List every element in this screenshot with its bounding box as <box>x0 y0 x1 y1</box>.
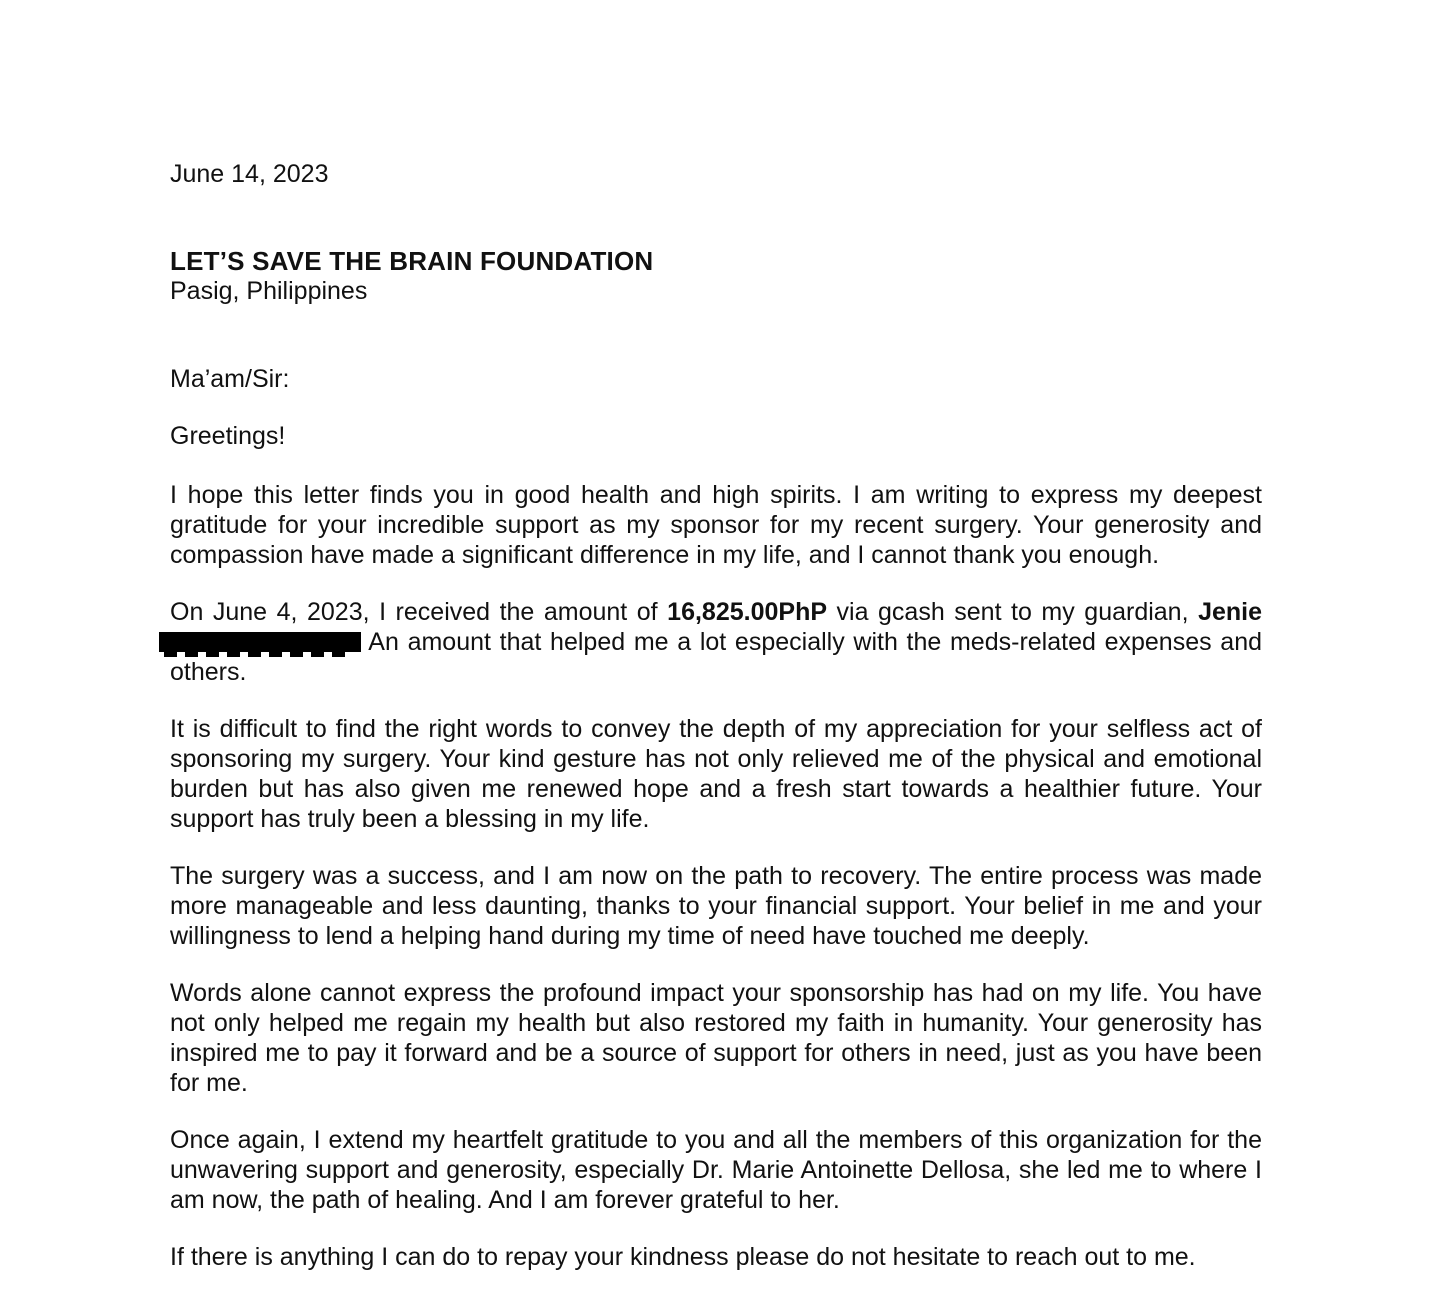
paragraph-recovery: The surgery was a success, and I am now on the path to recovery. The entire process was made more manageable and less daunting, thanks to your financial support. Your belief in me and your willingness to lend a helping hand during my time of need have touched me deeply. <box>170 862 1262 950</box>
amount-value: 16,825.00PhP <box>667 598 828 626</box>
amount-text-lead: On June 4, 2023, I received the amount of <box>170 598 668 626</box>
paragraph-closing-line: If there is anything I can do to repay your kindness please do not hesitate to reach out to me. <box>170 1243 1196 1271</box>
greeting: Greetings! <box>170 422 286 450</box>
paragraph-appreciation: It is difficult to find the right words to convey the depth of my appreciation for your selfless act of sponsoring my surgery. Your kind gesture has not only relieved me of the physical and emotional burden but has also given me renewed hope and a fresh start towards a healthier future. Your support has truly been a blessing in my life. <box>170 715 1262 833</box>
recipient-organization: LET’S SAVE THE BRAIN FOUNDATION <box>170 246 654 276</box>
letter-date: June 14, 2023 <box>170 160 329 188</box>
salutation: Ma’am/Sir: <box>170 365 290 393</box>
paragraph-thanks: Once again, I extend my heartfelt gratitude to you and all the members of this organization for the unwavering support and generosity, especially Dr. Marie Antoinette Dellosa, she led me to where I am now, the path of healing. And I am forever grateful to her. <box>170 1126 1262 1214</box>
redacted-guardian-surname <box>159 632 361 652</box>
paragraph-amount-received <box>170 597 1262 687</box>
paragraph-gratitude: I hope this letter finds you in good health and high spirits. I am writing to express my deepest gratitude for your incredible support as my sponsor for my recent surgery. Your generosity and compassion have made a significant difference in my life, and I cannot thank you enough. <box>170 481 1262 569</box>
paragraph-impact: Words alone cannot express the profound impact your sponsorship has had on my life. You have not only helped me regain my health but also restored my faith in humanity. Your generosity has inspired me to pay it forward and be a source of support for others in need, just as you have been for me. <box>170 979 1262 1097</box>
guardian-first-name: Jenie <box>1198 598 1263 626</box>
recipient-location: Pasig, Philippines <box>170 277 368 305</box>
amount-text-trail: An amount that helped me a lot especially with the meds-related expenses and others. <box>170 628 1262 686</box>
amount-text-middle: via gcash sent to my guardian, <box>827 598 1199 626</box>
recipient-block <box>170 246 1262 306</box>
